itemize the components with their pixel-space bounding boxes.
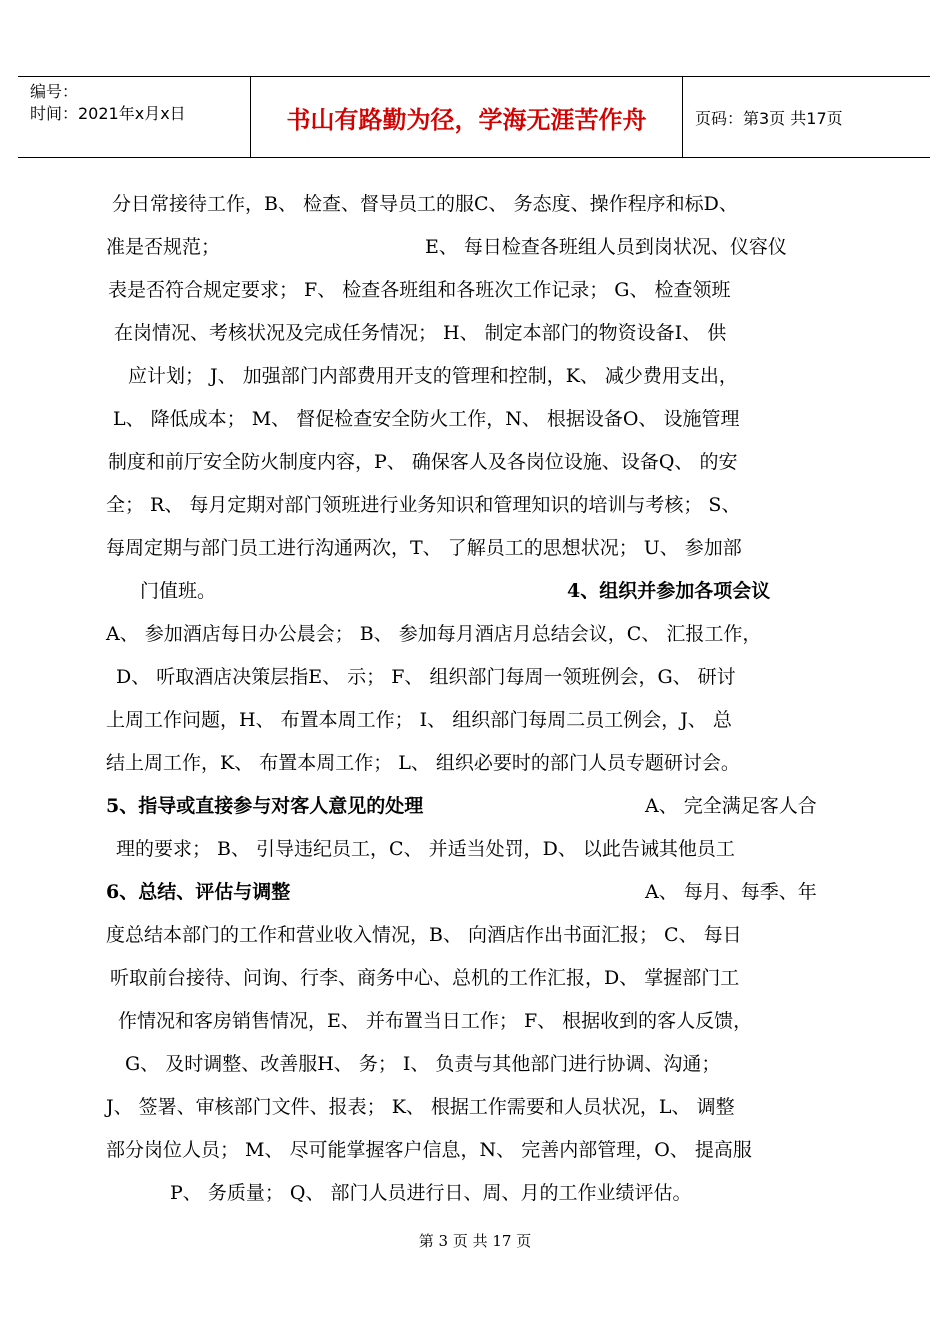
body-line: 作情况和客房销售情况，E、 并布置当日工作； F、 根据收到的客人反馈， <box>118 1010 753 1032</box>
header-motto: 书山有路勤为径，学海无涯苦作舟 <box>251 77 683 157</box>
body-line: E、 每日检查各班组人员到岗状况、仪容仪 <box>425 236 787 258</box>
body-line: A、 完全满足客人合 <box>645 795 817 817</box>
body-line: 听取前台接待、问询、行李、商务中心、总机的工作汇报，D、 掌握部门工 <box>110 967 740 989</box>
body-line: G、 及时调整、改善服H、 务； I、 负责与其他部门进行协调、沟通； <box>125 1053 721 1075</box>
page-footer: 第 3 页 共 17 页 <box>418 1232 532 1250</box>
body-line: 部分岗位人员； M、 尽可能掌握客户信息，N、 完善内部管理，O、 提高服 <box>106 1139 752 1161</box>
body-line: 理的要求； B、 引导违纪员工，C、 并适当处罚，D、 以此告诫其他员工 <box>116 838 735 860</box>
body-line: A、 每月、每季、年 <box>645 881 817 903</box>
body-line: 准是否规范； <box>106 236 221 258</box>
body-line: 结上周工作，K、 布置本周工作； L、 组织必要时的部门人员专题研讨会。 <box>106 752 740 774</box>
body-line: D、 听取酒店决策层指E、 示； F、 组织部门每周一领班例会，G、 研讨 <box>116 666 736 688</box>
body-line: 全； R、 每月定期对部门领班进行业务知识和管理知识的培训与考核； S、 <box>106 494 741 516</box>
body-line: 门值班。 <box>140 580 217 602</box>
body-line: 在岗情况、考核状况及完成任务情况； H、 制定本部门的物资设备I、 供 <box>114 322 727 344</box>
section-heading-4: 4、组织并参加各项会议 <box>567 580 771 602</box>
body-line: L、 降低成本； M、 督促检查安全防火工作，N、 根据设备O、 设施管理 <box>113 408 740 430</box>
body-line: 表是否符合规定要求； F、 检查各班组和各班次工作记录； G、 检查领班 <box>108 279 731 301</box>
body-line: J、 签署、审核部门文件、报表； K、 根据工作需要和人员状况，L、 调整 <box>106 1096 735 1118</box>
body-line: 应计划； J、 加强部门内部费用开支的管理和控制，K、 减少费用支出， <box>128 365 738 387</box>
body-line: 每周定期与部门员工进行沟通两次，T、 了解员工的思想状况； U、 参加部 <box>106 537 742 559</box>
body-line: P、 务质量； Q、 部门人员进行日、周、月的工作业绩评估。 <box>170 1182 692 1204</box>
body-line: A、 参加酒店每日办公晨会； B、 参加每月酒店月总结会议，C、 汇报工作， <box>106 623 762 645</box>
section-heading-6: 6、总结、评估与调整 <box>106 881 291 903</box>
section-heading-5: 5、指导或直接参与对客人意见的处理 <box>106 795 424 817</box>
document-number-label: 编号： <box>30 82 79 101</box>
document-time-label: 时间：2021年x月x日 <box>30 104 186 123</box>
body-line: 上周工作问题，H、 布置本周工作； I、 组织部门每周二员工例会，J、 总 <box>106 709 732 731</box>
body-line: 分日常接待工作，B、 检查、督导员工的服C、 务态度、操作程序和标D、 <box>112 193 738 215</box>
body-line: 制度和前厅安全防火制度内容，P、 确保客人及各岗位设施、设备Q、 的安 <box>108 451 738 473</box>
header-page-number: 页码：第3页 共17页 <box>695 108 843 128</box>
header-meta <box>18 77 251 157</box>
page-header <box>18 76 930 158</box>
body-line: 度总结本部门的工作和营业收入情况，B、 向酒店作出书面汇报； C、 每日 <box>106 924 742 946</box>
